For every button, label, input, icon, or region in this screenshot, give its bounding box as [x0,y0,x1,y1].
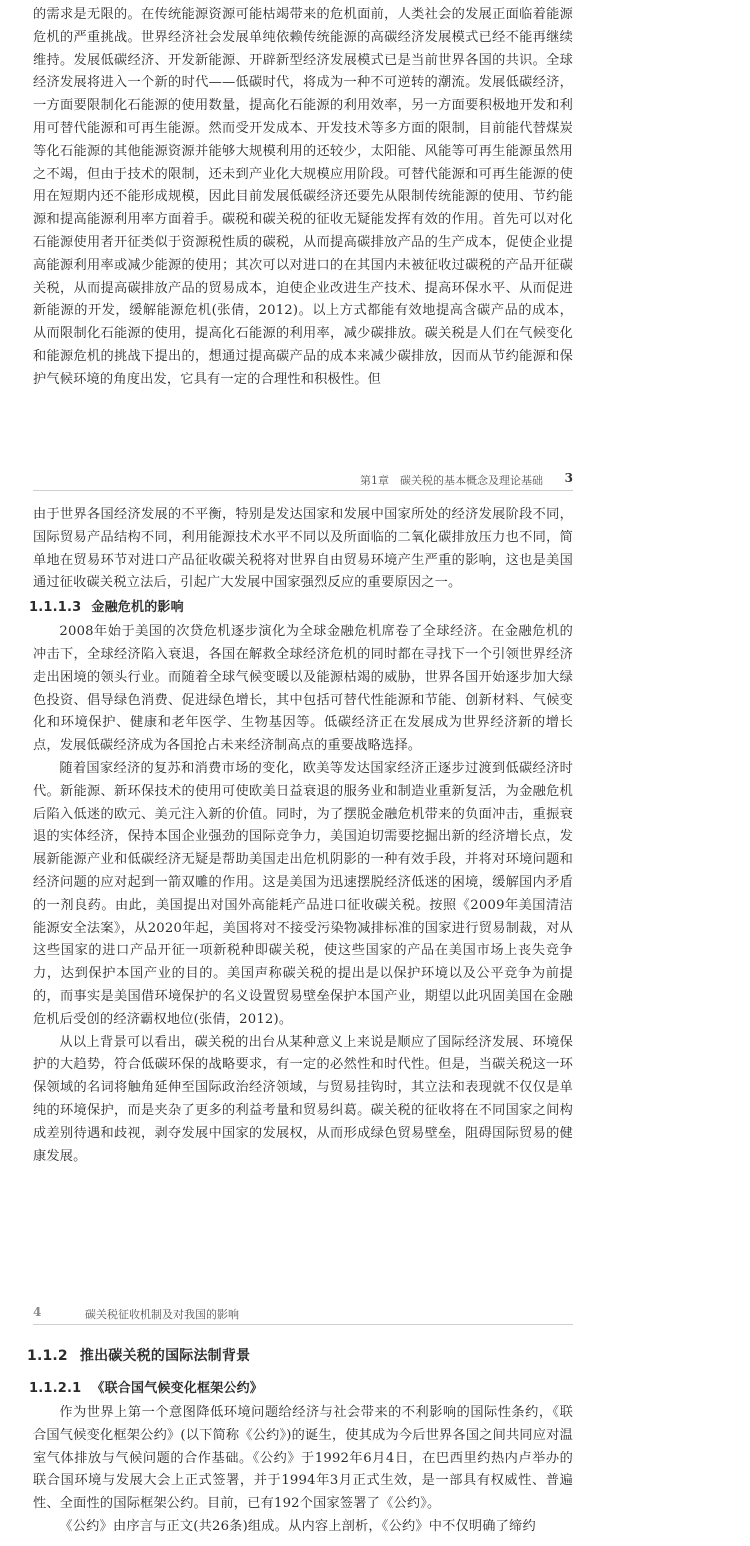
paragraph: 作为世界上第一个意图降低环境问题给经济与社会带来的不利影响的国际性条约，《联合国气候变化框架公约》(以下简称《公约》)的诞生，使其成为今后世界各国之间共同应对温室气体排放与气候问题的合作基础。《公约》于1992年6月4日，在巴西里约热内卢举办的联合国环境与发展大会上正式签署，并于1994年3月正式生效，是一部具有权威性、普遍性、全面性的国际框架公约。目前，已有192个国家签署了《公约》。 [33,1405,573,1512]
page-fragment-3 [0,1296,750,1546]
body-text [27,1344,573,1539]
body-text [33,4,573,392]
paragraph: 由于世界各国经济发展的不平衡，特别是发达国家和发展中国家所处的经济发展阶段不同，国际贸易产品结构不同，利用能源技术水平不同以及所面临的二氧化碳排放压力也不同，简单地在贸易环节对进口产品征收碳关税将对世界自由贸易环境产生严重的影响，这也是美国通过征收碳关税立法后，引起广大发展中国家强烈反应的重要原因之一。 [33,507,573,591]
page-number: 3 [564,471,573,485]
paragraph: 2008年始于美国的次贷危机逐步演化为全球金融危机席卷了全球经济。在金融危机的冲击下，全球经济陷入衰退，各国在解救全球经济危机的同时都在寻找下一个引领世界经济走出困境的领头行业。而随着全球气候变暖以及能源枯竭的威胁，世界各国开始逐步加大绿色投资、倡导绿色消费、促进绿色增长，其中包括可替代性能源和节能、创新材料、气候变化和环境保护、健康和老年医学、生物基因等。低碳经济正在发展成为世界经济新的增长点，发展低碳经济成为各国抢占未来经济制高点的重要战略选择。 [33,624,573,754]
body-text [29,504,573,1168]
page-number: 4 [33,1305,42,1319]
chapter-title: 第1章 碳关税的基本概念及理论基础 [360,474,543,487]
section-heading [29,597,573,619]
paragraph: 《公约》由序言与正文(共26条)组成。从内容上剖析，《公约》中不仅明确了缔约 [59,1518,536,1534]
section-number: 1.1.2 [27,1348,68,1364]
paragraph: 随着国家经济的复苏和消费市场的变化，欧美等发达国家经济正逐步过渡到低碳经济时代。新能源、新环保技术的使用可使欧美日益衰退的服务业和制造业重新复活，为金融危机后陷入低迷的欧元、美元注入新的价值。同时，为了摆脱金融危机带来的负面冲击，重振衰退的实体经济，保持本国企业强劲的国际竞争力，美国迫切需要挖掘出新的经济增长点，发展新能源产业和低碳经济无疑是帮助美国走出危机阴影的一种有效手段，并将对环境问题和经济问题的应对起到一箭双雕的作用。这是美国为迅速摆脱经济低迷的困境，缓解国内矛盾的一剂良药。由此，美国提出对国外高能耗产品进口征收碳关税。按照《2009年美国清洁能源安全法案》，从2020年起，美国将对不接受污染物减排标准的国家进行贸易制裁，对从这些国家的进口产品开征一项新税种即碳关税，使这些国家的产品在美国市场上丧失竞争力，达到保护本国产业的目的。美国声称碳关税的提出是以保护环境以及公平竞争为前提的，而事实是美国借环境保护的名义设置贸易壁垒保护本国产业，期望以此巩固美国在金融危机后受创的经济霸权地位(张倩，2012)。 [33,760,573,1027]
paragraph: 从以上背景可以看出，碳关税的出台从某种意义上来说是顺应了国际经济发展、环境保护的大趋势，符合低碳环保的战略要求，有一定的必然性和时代性。但是，当碳关税这一环保领域的名词将触角延伸至国际政治经济领域，与贸易挂钩时，其立法和表现就不仅仅是单纯的环境保护，而是夹杂了更多的利益考量和贸易纠葛。碳关税的征收将在不同国家之间构成差别待遇和歧视，剥夺发展中国家的发展权，从而形成绿色贸易壁垒，阻碍国际贸易的健康发展。 [33,1034,573,1164]
page-fragment-2 [0,462,750,1262]
section-title: 推出碳关税的国际法制背景 [79,1348,251,1364]
book-title: 碳关税征收机制及对我国的影响 [85,1308,239,1321]
section-heading [27,1344,573,1368]
paragraph: 的需求是无限的。在传统能源资源可能枯竭带来的危机面前，人类社会的发展正面临着能源危机的严重挑战。世界经济社会发展单纯依赖传统能源的高碳经济发展模式已经不能再继续维持。发展低碳经济、开发新能源、开辟新型经济发展模式已是当前世界各国的共识。全球经济发展将进入一个新的时代——低碳时代，将成为一种不可逆转的潮流。发展低碳经济，一方面要限制化石能源的使用数量，提高化石能源的利用效率，另一方面要积极地开发和利用可替代能源和可再生能源。然而受开发成本、开发技术等多方面的限制，目前能代替煤炭等化石能源的其他能源资源并能够大规模利用的还较少，太阳能、风能等可再生能源虽然用之不竭，但由于技术的限制，还未到产业化大规模应用阶段。可替代能源和可再生能源的使用在短期内还不能形成规模，因此目前发展低碳经济还要先从限制传统能源的使用、节约能源和提高能源利用率方面着手。碳税和碳关税的征收无疑能发挥有效的作用。首先可以对化石能源使用者开征类似于资源税性质的碳税，从而提高碳排放产品的生产成本，促使企业提高能源利用率或减少能源的使用；其次可以对进口的在其国内未被征收过碳税的产品开征碳关税，从而提高碳排放产品的贸易成本，迫使企业改进生产技术、提高环保水平、从而促进新能源的开发，缓解能源危机(张倩，2012)。以上方式都能有效地提高含碳产品的成本，从而限制化石能源的使用，提高化石能源的利用率，减少碳排放。碳关税是人们在气候变化和能源危机的挑战下提出的，想通过提高碳产品的成本来减少碳排放，因而从节约能源和保护气候环境的角度出发，它具有一定的合理性和积极性。但 [33,7,573,387]
page-fragment-1 [0,0,750,400]
running-head [33,472,573,491]
running-head [33,1306,573,1325]
section-number: 1.1.1.3 [29,600,82,616]
subsection-title: 《联合国气候变化框架公约》 [91,1381,264,1396]
section-title: 金融危机的影响 [91,600,184,616]
subsection-number: 1.1.2.1 [29,1381,82,1396]
subsection-heading [29,1378,573,1400]
